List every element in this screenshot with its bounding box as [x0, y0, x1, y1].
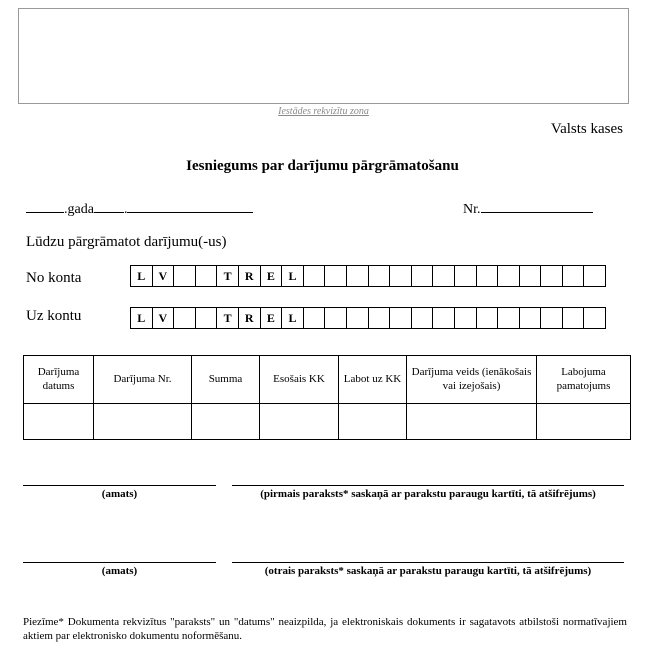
from_account-cell[interactable]: [454, 265, 477, 287]
first-signature-line[interactable]: [232, 485, 624, 486]
from_account-cell[interactable]: [368, 265, 391, 287]
from_account-cell[interactable]: [324, 265, 347, 287]
day-blank[interactable]: [127, 199, 253, 213]
second-position-caption: (amats): [101, 565, 138, 577]
to_account-cell[interactable]: [540, 307, 563, 329]
from-account-label: No konta: [26, 270, 82, 286]
from_account-cell[interactable]: [195, 265, 218, 287]
to_account-cell[interactable]: L: [281, 307, 304, 329]
gada-label: .gada: [64, 202, 94, 217]
first-position-caption: (amats): [101, 488, 138, 500]
document-title: Iesniegums par darījumu pārgrāmatošanu: [186, 158, 459, 174]
requisites-caption: Iestādes rekvizītu zona: [278, 106, 369, 117]
second-signature-caption: (otrais paraksts* saskaņā ar parakstu paraugu kartīti, tā atšifrējums): [264, 565, 592, 577]
to_account-cell[interactable]: [346, 307, 369, 329]
from_account-cell[interactable]: [562, 265, 585, 287]
first-position-line[interactable]: [23, 485, 216, 486]
number-line: [463, 199, 593, 218]
requisites-zone: [18, 8, 629, 104]
cell-current-code[interactable]: [260, 404, 339, 440]
date-separator: .: [123, 202, 128, 217]
col-current-code: Esošais KK: [260, 356, 339, 404]
col-transaction-type: Darījuma veids (ienākošais vai izejošais): [407, 356, 537, 404]
to_account-cell[interactable]: [411, 307, 434, 329]
from_account-cell[interactable]: [476, 265, 499, 287]
to_account-cell[interactable]: [303, 307, 326, 329]
from_account-cell[interactable]: [389, 265, 412, 287]
from_account-cell[interactable]: [432, 265, 455, 287]
footnote: Piezīme* Dokumenta rekvizītus "paraksts" un "datums" neaizpilda, ja elektroniskais dokuments ir sagatavots atbilstoši normatīvajiem aktiem par elektronisko dokumentu noformēšanu.: [23, 616, 627, 643]
number-blank[interactable]: [481, 199, 593, 213]
to_account-cell[interactable]: [195, 307, 218, 329]
from_account-cell[interactable]: [519, 265, 542, 287]
to_account-cell[interactable]: [476, 307, 499, 329]
year-blank[interactable]: [26, 199, 64, 213]
number-label: Nr.: [463, 202, 481, 217]
to_account-cell[interactable]: [389, 307, 412, 329]
table-header-row: [24, 356, 631, 404]
to_account-cell[interactable]: [173, 307, 196, 329]
from_account-cell[interactable]: [497, 265, 520, 287]
transactions-table: [23, 355, 631, 440]
cell-correction-reason[interactable]: [537, 404, 631, 440]
to_account-cell[interactable]: R: [238, 307, 261, 329]
cell-corrected-code[interactable]: [339, 404, 407, 440]
to_account-cell[interactable]: [432, 307, 455, 329]
col-amount: Summa: [192, 356, 260, 404]
to_account-cell[interactable]: L: [130, 307, 153, 329]
from_account-cell[interactable]: [583, 265, 606, 287]
from_account-cell[interactable]: V: [152, 265, 175, 287]
col-transaction-date: Darījuma datums: [24, 356, 94, 404]
to_account-cell[interactable]: [368, 307, 391, 329]
to_account-cell[interactable]: [583, 307, 606, 329]
month-blank[interactable]: [94, 199, 124, 213]
to_account-cell[interactable]: E: [260, 307, 283, 329]
from_account-cell[interactable]: [303, 265, 326, 287]
to_account-cell[interactable]: T: [216, 307, 239, 329]
from_account-cell[interactable]: L: [281, 265, 304, 287]
to_account-cell[interactable]: [497, 307, 520, 329]
request-text: Lūdzu pārgrāmatot darījumu(-us): [26, 234, 227, 250]
to-account-label: Uz kontu: [26, 308, 82, 324]
from-account-cells: [130, 265, 605, 287]
to_account-cell[interactable]: V: [152, 307, 175, 329]
to_account-cell[interactable]: [324, 307, 347, 329]
to_account-cell[interactable]: [454, 307, 477, 329]
from_account-cell[interactable]: [540, 265, 563, 287]
col-transaction-number: Darījuma Nr.: [94, 356, 192, 404]
col-correction-reason: Labojuma pamatojums: [537, 356, 631, 404]
second-signature-line[interactable]: [232, 562, 624, 563]
recipient: Valsts kases: [550, 121, 623, 137]
to-account-cells: [130, 307, 605, 329]
to_account-cell[interactable]: [519, 307, 542, 329]
cell-transaction-type[interactable]: [407, 404, 537, 440]
table-row: [24, 404, 631, 440]
cell-transaction-date[interactable]: [24, 404, 94, 440]
to_account-cell[interactable]: [562, 307, 585, 329]
from_account-cell[interactable]: E: [260, 265, 283, 287]
from_account-cell[interactable]: [173, 265, 196, 287]
from_account-cell[interactable]: T: [216, 265, 239, 287]
from_account-cell[interactable]: [411, 265, 434, 287]
from_account-cell[interactable]: [346, 265, 369, 287]
date-line: [26, 199, 253, 218]
first-signature-caption: (pirmais paraksts* saskaņā ar parakstu paraugu kartīti, tā atšifrējums): [260, 488, 596, 500]
from_account-cell[interactable]: L: [130, 265, 153, 287]
cell-amount[interactable]: [192, 404, 260, 440]
col-corrected-code: Labot uz KK: [339, 356, 407, 404]
from_account-cell[interactable]: R: [238, 265, 261, 287]
cell-transaction-number[interactable]: [94, 404, 192, 440]
second-position-line[interactable]: [23, 562, 216, 563]
